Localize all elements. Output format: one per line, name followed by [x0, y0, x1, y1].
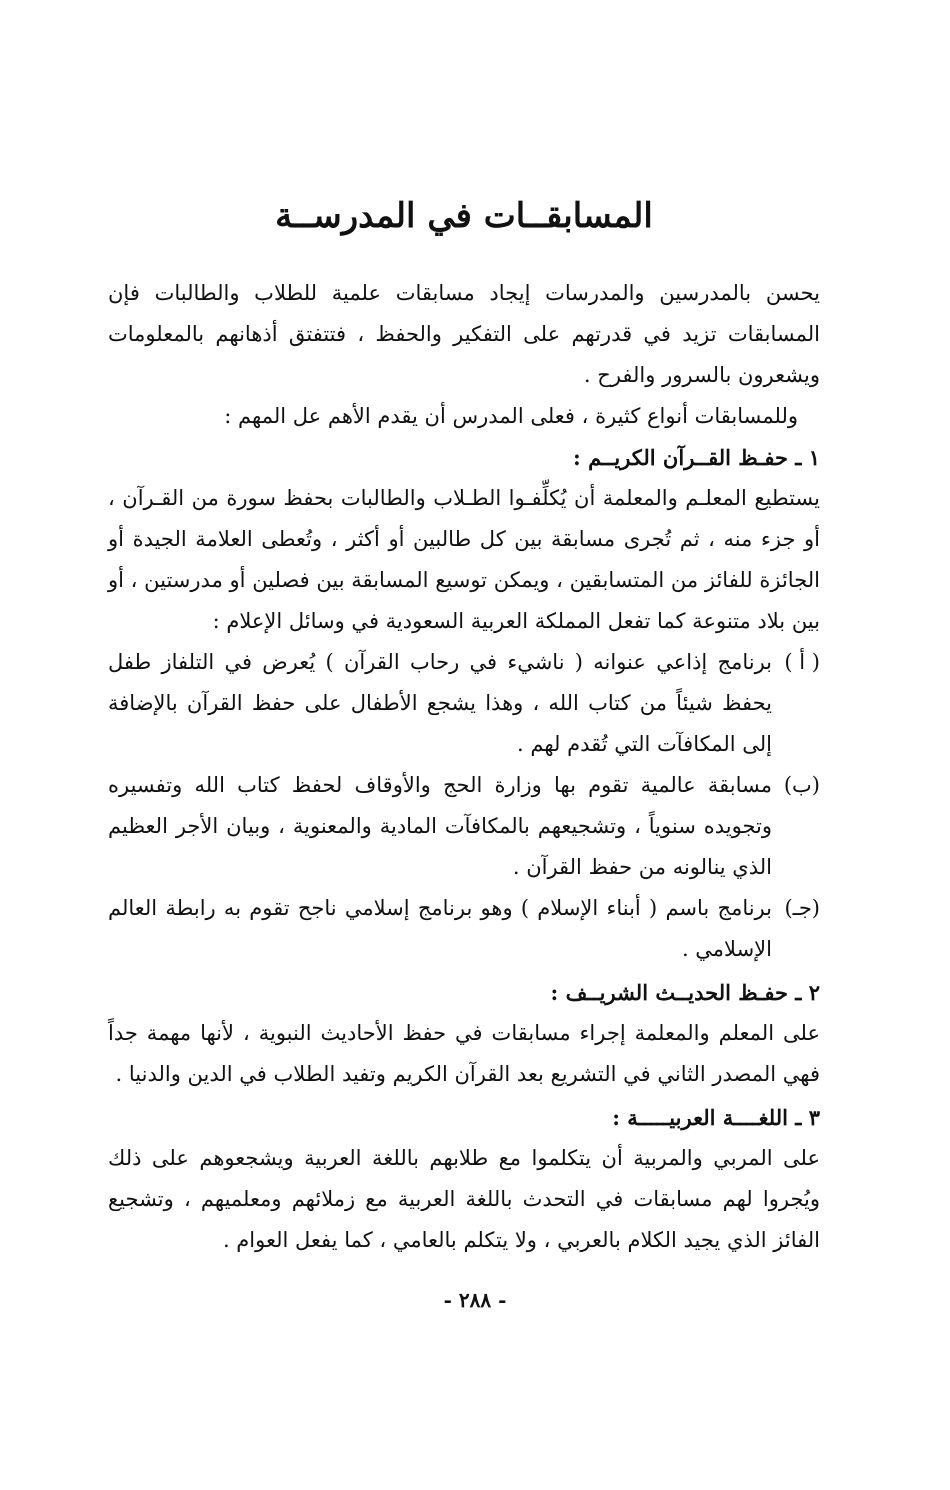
list-item: [108, 765, 820, 888]
types-paragraph: وللمسابقات أنواع كثيرة ، فعلى المدرس أن يقدم الأهم عل المهم :: [224, 403, 798, 428]
list-item: [108, 642, 820, 765]
item-label: (ب): [783, 772, 820, 797]
section-heading: ١ ـ حفـظ القــرآن الكريــم :: [573, 444, 820, 470]
section-quran: [108, 437, 820, 970]
item-text: برنامج إذاعي عنوانه ( ناشيء في رحاب القرآن ) يُعرض في التلفاز طفل يحفظ شيئاً من كتاب الله ، وهذا يشجع الأطفال على حفظ القرآن بالإضافة إلى المكافآت التي تُقدم لهم .: [108, 649, 772, 756]
section-body: على المعلم والمعلمة إجراء مسابقات في حفظ الأحاديث النبوية ، لأنها مهمة جداً فهي المصدر الثاني في التشريع بعد القرآن الكريم وتفيد الطلاب في الدين والدنيا .: [108, 1020, 820, 1086]
item-text: مسابقة عالمية تقوم بها وزارة الحج والأوقاف لحفظ كتاب الله وتفسيره وتجويده سنوياً ، وتشجيعهم بالمكافآت المادية والمعنوية ، وبيان الأجر العظيم الذي ينالونه من حفظ القرآن .: [108, 772, 772, 879]
section-body: يستطيع المعلـم والمعلمة أن يُكلِّفـوا الطـلاب والطالبات بحفظ سورة من القـرآن ، أو جزء منه ، ثم تُجرى مسابقة بين كل طالبين أو أكثر ، وتُعطى العلامة الجيدة أو الجائزة للفائز من المتسابقين ، ويمكن توسيع المسابقة بين فصلين أو مدرستين ، أو بين بلاد متنوعة كما تفعل المملكة العربية السعودية في وسائل الإعلام :: [108, 485, 820, 633]
item-label: ( أ ): [784, 649, 820, 674]
page-number: - ٢٨٨ -: [443, 1288, 507, 1312]
section-body: على المربي والمربية أن يتكلموا مع طلابهم باللغة العربية ويشجعوهم على ذلك ويُجروا لهم مسابقات في التحدث باللغة العربية مع زملائهم ومعلميهم ، وتشجيع الفائز الذي يجيد الكلام بالعربي ، ولا يتكلم بالعامي ، كما يفعل العوام .: [108, 1145, 821, 1252]
intro-paragraph: يحسن بالمدرسين والمدرسات إيجاد مسابقات علمية للطلاب والطالبات فإن المسابقات تزيد في قدرتهم على التفكير والحفظ ، فتتفتق أذهانهم بالمعلومات ويشعرون بالسرور والفرح .: [108, 280, 820, 387]
item-label: (جـ): [784, 895, 820, 920]
section-arabic: [108, 1097, 820, 1261]
list-item: [108, 888, 820, 970]
item-text: برنامج باسم ( أبناء الإسلام ) وهو برنامج إسلامي ناجح تقوم به رابطة العالم الإسلامي .: [108, 895, 772, 961]
section-heading: ٢ ـ حفـظ الحديــث الشريــف :: [550, 979, 820, 1005]
section-hadith: [108, 972, 820, 1095]
page-title: المسابقــات في المدرســة: [275, 196, 653, 236]
section-heading: ٣ ـ اللغــــة العربيـــــة :: [612, 1104, 820, 1130]
